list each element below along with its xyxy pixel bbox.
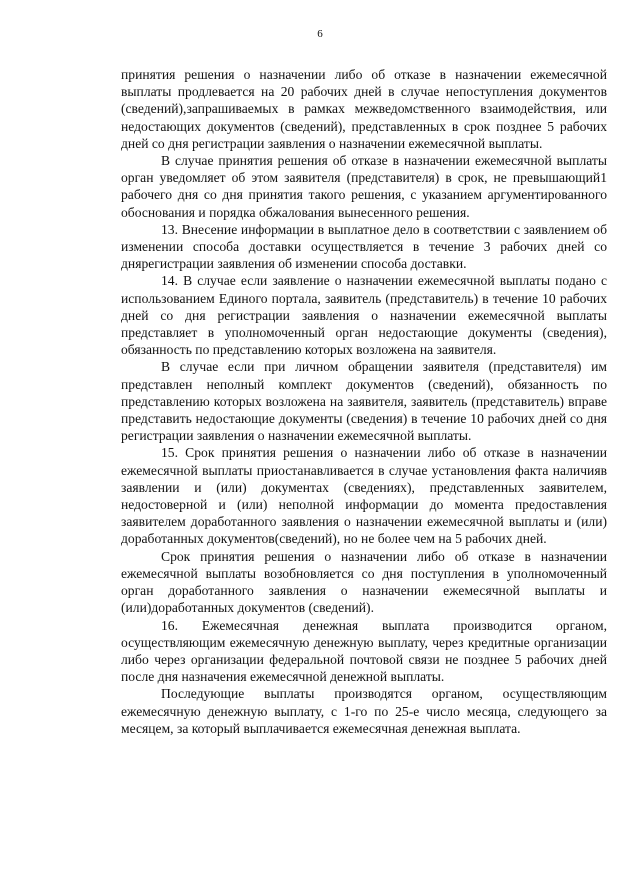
paragraph-resumption: Срок принятия решения о назначении либо об отказе в назначении ежемесячной выплаты возобновляется со дня поступления в уполномоченный орган доработанного заявления о назначении ежемесячной выплаты и (или)доработанных документов (сведений).	[121, 548, 607, 616]
document-body	[121, 66, 607, 737]
paragraph-14: 14. В случае если заявление о назначении ежемесячной выплаты подано с использованием Единого портала, заявитель (представитель) в течение 10 рабочих дней со дня регистрации заявления о назначении ежемесячной выплаты представляет в уполномоченный орган недостающие документы (сведения), обязанность по представлению которых возложена на заявителя.	[121, 273, 607, 358]
page-number: 6	[317, 28, 323, 40]
paragraph-16: 16. Ежемесячная денежная выплата производится органом, осуществляющим ежемесячную денежную выплату, через кредитные организации либо через организации федеральной почтовой связи не позднее 5 рабочих дней после дня назначения ежемесячной денежной выплаты.	[121, 617, 607, 685]
paragraph-15: 15. Срок принятия решения о назначении либо об отказе в назначении ежемесячной выплаты приостанавливается в случае установления факта наличияв заявлении и (или) документах (сведениях), представленных заявителем, недостоверной и (или) неполной информации до момента предоставления заявителем доработанного заявления о назначении ежемесячной выплаты и (или) доработанных документов(сведений), но не более чем на 5 рабочих дней.	[121, 445, 607, 547]
paragraph-continuation: принятия решения о назначении либо об отказе в назначении ежемесячной выплаты продлевается на 20 рабочих дней в случае непоступления документов (сведений),запрашиваемых в рамках межведомственного взаимодействия, или недостающих документов (сведений), представленных в срок позднее 5 рабочих дней со дня регистрации заявления о назначении ежемесячной выплаты.	[121, 67, 607, 151]
paragraph-personal-request: В случае если при личном обращении заявителя (представителя) им представлен неполный комплект документов (сведений), обязанность по представлению которых возложена на заявителя, заявитель (представитель) вправе представить недостающие документы (сведения) в течение 10 рабочих дней со дня регистрации заявления о назначении ежемесячной выплаты.	[121, 359, 607, 444]
paragraph-13: 13. Внесение информации в выплатное дело в соответствии с заявлением об изменении способа доставки осуществляется в течение 3 рабочих дней со днярегистрации заявления об изменении способа доставки.	[121, 221, 607, 272]
paragraph-refusal-notice: В случае принятия решения об отказе в назначении ежемесячной выплаты орган уведомляет об этом заявителя (представителя) в срок, не превышающий1 рабочего дня со дня принятия такого решения, с указанием аргументированного обоснования и порядка обжалования вынесенного решения.	[121, 153, 607, 220]
paragraph-subsequent-payments: Последующие выплаты производятся органом, осуществляющим ежемесячную денежную выплату, с 1-го по 25-е число месяца, следующего за месяцем, за который выплачивается ежемесячная денежная выплата.	[121, 686, 607, 736]
